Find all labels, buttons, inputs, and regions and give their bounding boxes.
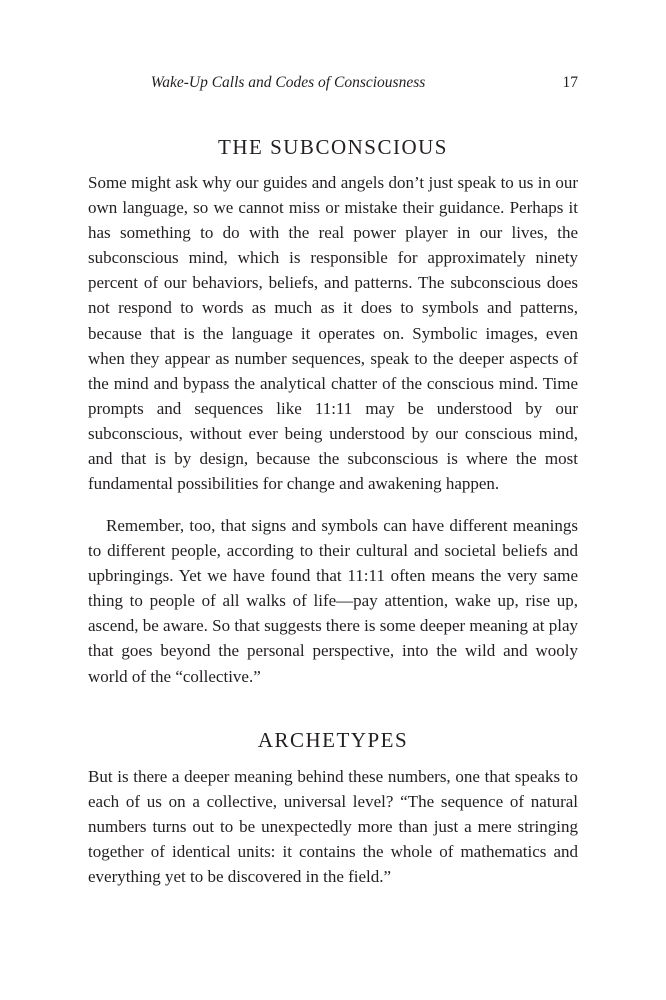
running-head <box>88 72 578 94</box>
paragraph: But is there a deeper meaning behind these numbers, one that speaks to each of us on a collective, universal level? “The sequence of natural numbers turns out to be unexpectedly more than just a mere stringing together of identical units: it contains the whole of mathematics and everything yet to be discovered in the field.” <box>88 767 578 887</box>
section-heading-archetypes: ARCHETYPES <box>257 728 409 752</box>
paragraph: Remember, too, that signs and symbols can have different meanings to different people, according to their cultural and societal beliefs and upbringings. Yet we have found that 11:11 often means the very same thing to people of all walks of life—pay attention, wake up, rise up, ascend, be aware. So that suggests there is some deeper meaning at play that goes beyond the personal perspective, into the wild and wooly world of the “collective.” <box>88 516 579 686</box>
running-title: Wake-Up Calls and Codes of Consciousness <box>150 74 426 91</box>
paragraph: Some might ask why our guides and angels don’t just speak to us in our own language, so we cannot miss or mistake their guidance. Perhaps it has something to do with the real power player in our lives, the subconscious mind, which is responsible for approximately ninety percent of our behaviors, beliefs, and patterns. The subconscious does not respond to words as much as it does to symbols and patterns, because that is the language it operates on. Symbolic images, even when they appear as number sequences, speak to the deeper aspects of the mind and bypass the analytical chatter of the conscious mind. Time prompts and sequences like 11:11 may be understood by our subconscious, without ever being understood by our conscious mind, and that is by design, because the subconscious is where the most fundamental possibilities for change and awakening happen. <box>88 173 578 494</box>
page-number: 17 <box>562 74 578 91</box>
section-heading-subconscious: THE SUBCONSCIOUS <box>218 135 448 159</box>
